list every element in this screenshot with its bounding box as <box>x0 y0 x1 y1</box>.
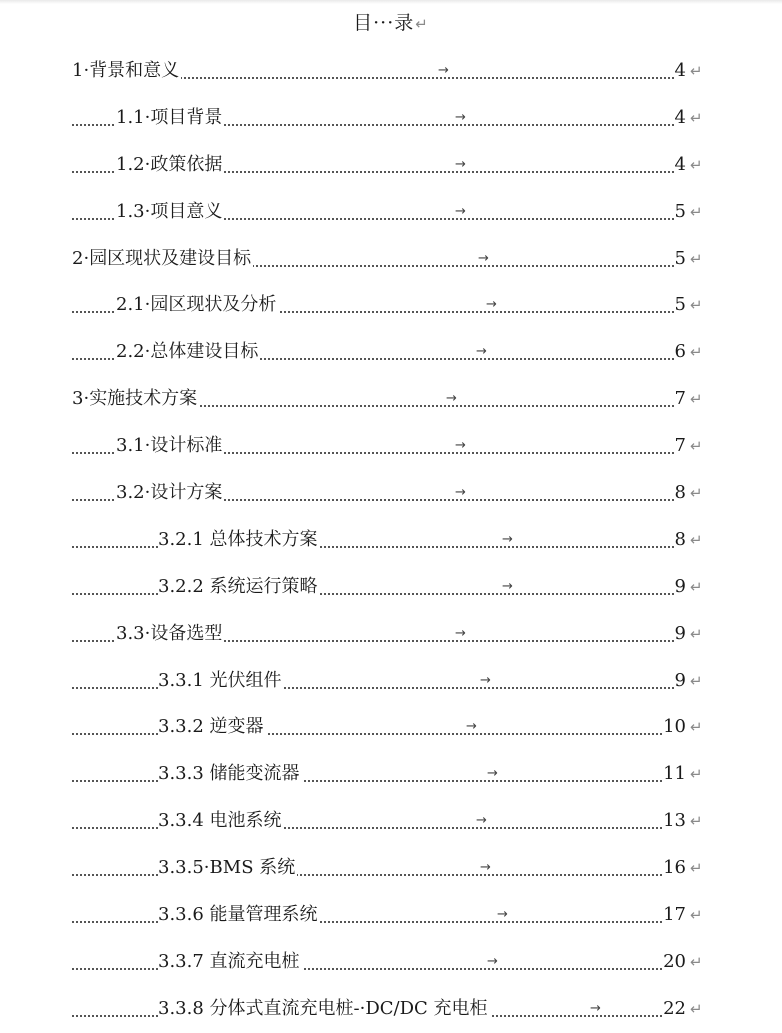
paragraph-mark-icon: ↵ <box>690 155 703 174</box>
toc-entry[interactable] <box>0 986 782 1033</box>
toc-entry-page: 9 <box>674 611 686 658</box>
paragraph-mark-icon: ↵ <box>690 108 703 127</box>
toc-entry-text: 实施技术方案 <box>89 388 198 410</box>
toc-entry[interactable] <box>0 142 782 189</box>
toc-entry-label <box>158 845 297 892</box>
toc-entry-page: 4 <box>674 48 686 95</box>
toc-entry-label <box>72 236 253 283</box>
toc-entry-page: 5 <box>674 236 686 283</box>
toc-entry[interactable] <box>0 704 782 751</box>
toc-entry-page: 20 <box>662 939 686 986</box>
tab-arrow-icon: → <box>446 391 457 407</box>
toc-entry-page: 10 <box>662 704 686 751</box>
toc-entry[interactable] <box>0 282 782 329</box>
toc-entry-text: 园区现状及建设目标 <box>89 247 252 269</box>
toc-entry-number: 3.3.1 <box>158 669 204 691</box>
toc-entry-text: 储能变流器 <box>209 763 300 785</box>
toc-entry-label <box>116 282 278 329</box>
toc-entry-number: 3.1· <box>116 435 151 457</box>
tab-arrow-icon: → <box>476 813 487 829</box>
toc-entry-number: 2.1· <box>116 294 151 316</box>
page-top-edge <box>0 0 782 4</box>
toc-entry[interactable] <box>0 751 782 798</box>
tab-arrow-icon: → <box>487 766 498 782</box>
tab-arrow-icon: → <box>455 156 466 172</box>
toc-entry[interactable] <box>0 658 782 705</box>
toc-entry[interactable] <box>0 48 782 95</box>
toc-entry-page: 16 <box>662 845 686 892</box>
toc-entry[interactable] <box>0 470 782 517</box>
toc-entry-page: 8 <box>674 517 686 564</box>
toc-entry-number: 3.3.7 <box>158 950 204 972</box>
toc-entry-label <box>116 423 224 470</box>
toc-entry-page: 5 <box>674 189 686 236</box>
toc-entry-label <box>158 658 284 705</box>
paragraph-mark-icon: ↵ <box>690 390 703 409</box>
paragraph-mark-icon: ↵ <box>690 952 703 971</box>
toc-entry-label <box>158 798 284 845</box>
toc-entry-text: 设备选型 <box>150 622 223 644</box>
toc-entry-number: 3.3.3 <box>158 763 204 785</box>
toc-entry-label <box>158 517 320 564</box>
toc-entry-page: 5 <box>674 282 686 329</box>
toc-entry[interactable] <box>0 939 782 986</box>
tab-arrow-icon: → <box>590 1000 601 1016</box>
toc-entry-page: 7 <box>674 376 686 423</box>
toc-entry-label <box>158 704 266 751</box>
paragraph-mark-icon: ↵ <box>690 577 703 596</box>
tab-arrow-icon: → <box>455 203 466 219</box>
paragraph-mark-icon: ↵ <box>690 718 703 737</box>
table-of-contents <box>0 48 782 1033</box>
paragraph-mark-icon: ↵ <box>690 906 703 925</box>
paragraph-mark-icon: ↵ <box>690 296 703 315</box>
toc-entry[interactable] <box>0 189 782 236</box>
toc-entry-number: 3.3.2 <box>158 716 204 738</box>
toc-entry-label <box>158 564 320 611</box>
paragraph-mark-icon: ↵ <box>690 859 703 878</box>
toc-entry-page: 11 <box>662 751 686 798</box>
toc-entry-page: 9 <box>674 564 686 611</box>
toc-entry[interactable] <box>0 798 782 845</box>
toc-entry[interactable] <box>0 611 782 658</box>
toc-entry[interactable] <box>0 329 782 376</box>
toc-entry-label <box>158 751 302 798</box>
tab-arrow-icon: → <box>455 109 466 125</box>
paragraph-mark-icon: ↵ <box>690 202 703 221</box>
toc-entry-number: 1.2· <box>116 153 151 175</box>
paragraph-mark-icon: ↵ <box>690 484 703 503</box>
paragraph-mark-icon: ↵ <box>690 765 703 784</box>
toc-entry-label <box>116 95 224 142</box>
toc-entry-number: 3.3.4 <box>158 810 204 832</box>
tab-arrow-icon: → <box>466 719 477 735</box>
toc-entry-label <box>116 142 224 189</box>
tab-arrow-icon: → <box>502 531 513 547</box>
toc-entry[interactable] <box>0 564 782 611</box>
toc-heading-text: 目···录 <box>353 12 415 34</box>
toc-entry[interactable] <box>0 892 782 939</box>
toc-entry-number: 3· <box>72 388 90 410</box>
tab-arrow-icon: → <box>497 907 508 923</box>
toc-entry[interactable] <box>0 236 782 283</box>
toc-entry-text: 总体建设目标 <box>150 341 259 363</box>
tab-arrow-icon: → <box>486 297 497 313</box>
tab-arrow-icon: → <box>455 485 466 501</box>
toc-entry-text: BMS 系统 <box>209 857 296 879</box>
toc-entry-text: 政策依据 <box>150 153 223 175</box>
toc-entry-number: 3.3· <box>116 622 151 644</box>
toc-entry-page: 6 <box>674 329 686 376</box>
toc-entry-page: 4 <box>674 142 686 189</box>
toc-entry[interactable] <box>0 376 782 423</box>
tab-arrow-icon: → <box>476 344 487 360</box>
toc-entry-label <box>72 376 199 423</box>
paragraph-mark-icon: ↵ <box>415 15 429 33</box>
paragraph-mark-icon: ↵ <box>690 62 703 80</box>
paragraph-mark-icon: ↵ <box>690 624 703 643</box>
toc-entry-text: 设计方案 <box>150 482 223 504</box>
toc-entry-label <box>116 189 224 236</box>
toc-entry[interactable] <box>0 517 782 564</box>
toc-entry-number: 3.2· <box>116 482 151 504</box>
toc-entry-text: 项目意义 <box>150 200 223 222</box>
toc-entry-text: 分体式直流充电桩-·DC/DC 充电柜 <box>209 997 488 1019</box>
toc-heading <box>0 10 782 37</box>
toc-entry-page: 7 <box>674 423 686 470</box>
toc-entry-page: 13 <box>662 798 686 845</box>
tab-arrow-icon: → <box>438 63 449 78</box>
paragraph-mark-icon: ↵ <box>690 343 703 362</box>
toc-entry-text: 能量管理系统 <box>209 904 318 926</box>
toc-entry[interactable] <box>0 95 782 142</box>
toc-entry-number: 3.3.5· <box>158 857 210 879</box>
toc-entry-text: 电池系统 <box>209 810 282 832</box>
toc-entry-page: 8 <box>674 470 686 517</box>
paragraph-mark-icon: ↵ <box>690 249 703 268</box>
toc-entry-text: 光伏组件 <box>209 669 282 691</box>
toc-entry[interactable] <box>0 423 782 470</box>
paragraph-mark-icon: ↵ <box>690 530 703 549</box>
toc-entry-text: 项目背景 <box>150 106 223 128</box>
toc-entry[interactable] <box>0 845 782 892</box>
tab-arrow-icon: → <box>480 860 491 876</box>
toc-entry-text: 系统运行策略 <box>209 575 318 597</box>
toc-entry-label <box>72 48 181 95</box>
toc-entry-number: 3.3.8 <box>158 997 204 1019</box>
toc-entry-number: 1· <box>72 60 90 81</box>
toc-entry-number: 2· <box>72 247 90 269</box>
toc-entry-text: 园区现状及分析 <box>150 294 277 316</box>
toc-entry-text: 逆变器 <box>209 716 264 738</box>
tab-arrow-icon: → <box>455 438 466 454</box>
paragraph-mark-icon: ↵ <box>690 999 703 1018</box>
toc-entry-label <box>116 611 224 658</box>
toc-entry-text: 总体技术方案 <box>209 528 318 550</box>
toc-entry-page: 22 <box>662 986 686 1033</box>
tab-arrow-icon: → <box>487 953 498 969</box>
paragraph-mark-icon: ↵ <box>690 812 703 831</box>
paragraph-mark-icon: ↵ <box>690 437 703 456</box>
toc-entry-number: 3.2.1 <box>158 528 204 550</box>
toc-entry-number: 3.3.6 <box>158 904 204 926</box>
tab-arrow-icon: → <box>502 578 513 594</box>
toc-entry-page: 17 <box>662 892 686 939</box>
toc-entry-label <box>158 892 320 939</box>
tab-arrow-icon: → <box>455 625 466 641</box>
toc-entry-label <box>116 470 224 517</box>
toc-entry-text: 设计标准 <box>150 435 223 457</box>
toc-entry-page: 4 <box>674 95 686 142</box>
paragraph-mark-icon: ↵ <box>690 671 703 690</box>
toc-entry-label <box>158 939 302 986</box>
toc-entry-number: 3.2.2 <box>158 575 204 597</box>
tab-arrow-icon: → <box>480 672 491 688</box>
toc-entry-label <box>116 329 260 376</box>
toc-entry-number: 2.2· <box>116 341 151 363</box>
toc-entry-label <box>158 986 490 1033</box>
toc-entry-number: 1.3· <box>116 200 151 222</box>
toc-entry-text: 直流充电桩 <box>209 950 300 972</box>
toc-entry-page: 9 <box>674 658 686 705</box>
tab-arrow-icon: → <box>478 250 489 266</box>
toc-entry-text: 背景和意义 <box>89 60 180 81</box>
toc-entry-number: 1.1· <box>116 106 151 128</box>
